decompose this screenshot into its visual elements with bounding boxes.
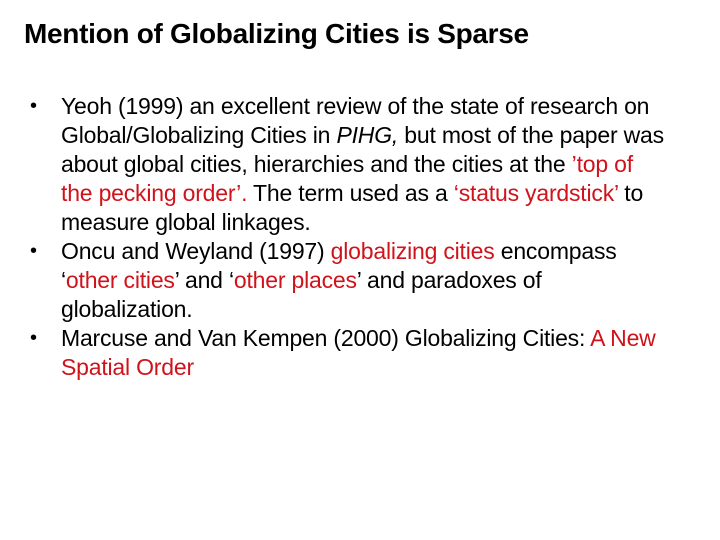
bullet-text: The term used as a — [247, 180, 454, 206]
highlighted-term: globalizing cities — [330, 238, 495, 264]
journal-name: PIHG, — [336, 122, 399, 148]
bullet-item-marcuse — [28, 324, 668, 382]
bullet-text: but most of the paper was about global cities, hierarchies and the cities at the — [61, 122, 664, 177]
bullet-icon: • — [30, 95, 37, 117]
bullet-icon: • — [30, 327, 37, 349]
highlighted-quote: ’top of the pecking order’. — [61, 151, 633, 206]
slide-title: Mention of Globalizing Cities is Sparse — [24, 18, 529, 49]
bullet-text: to measure global linkages. — [61, 180, 644, 235]
bullet-item-yeoh — [28, 92, 668, 237]
bullet-item-oncu — [28, 237, 668, 324]
bullet-list — [28, 92, 668, 382]
highlighted-term: other cities — [65, 267, 175, 293]
bullet-text: ’ and paradoxes of globalization. — [61, 267, 542, 322]
highlighted-term: other places — [233, 267, 357, 293]
bullet-text: ’ and ‘ — [174, 267, 234, 293]
highlighted-quote: ‘status yardstick’ — [453, 180, 619, 206]
bullet-icon: • — [30, 240, 37, 262]
bullet-text: Yeoh (1999) an excellent review of the state of research on Global/Globalizing Cities in — [61, 93, 650, 148]
highlighted-title: A New Spatial Order — [61, 325, 656, 380]
bullet-text: Marcuse and Van Kempen (2000) Globalizing Cities: — [61, 325, 591, 351]
bullet-text: Oncu and Weyland (1997) — [61, 238, 331, 264]
bullet-text: encompass ‘ — [61, 238, 617, 293]
